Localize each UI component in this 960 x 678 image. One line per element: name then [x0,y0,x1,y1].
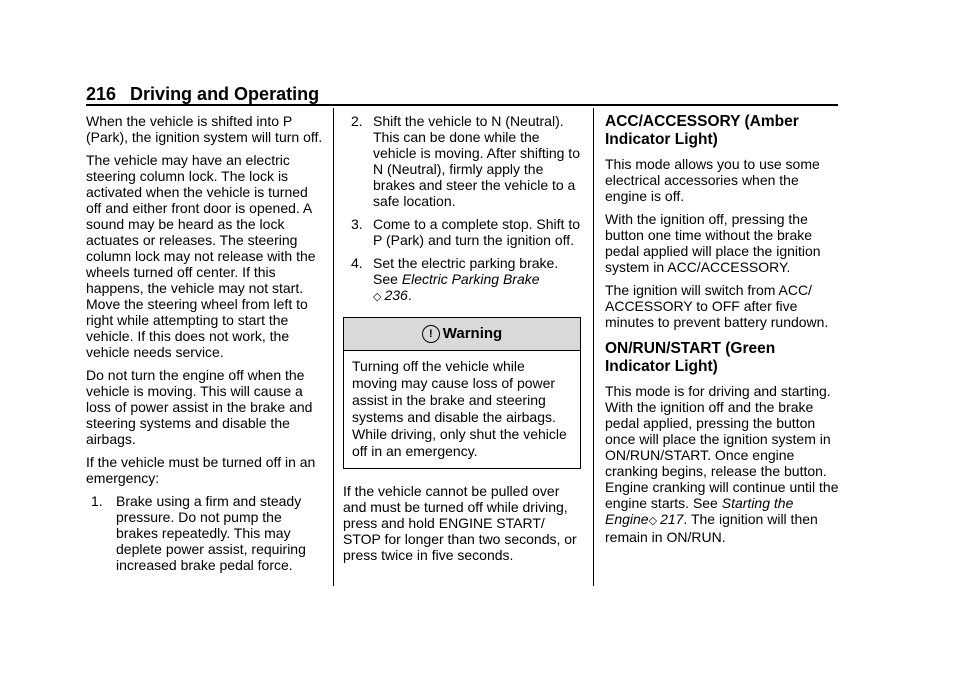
heading-acc-accessory: ACC/ACCESSORY (Amber Indicator Light) [605,113,799,148]
cross-reference-link[interactable]: Starting the Engine [605,495,794,527]
paragraph-acc-mode: This mode allows you to use some electrical accessories when the engine is off. [605,156,820,204]
section-title: Driving and Operating [130,84,320,104]
column-3 [605,113,841,552]
step-text: Shift the vehicle to N (Neutral). This can be done while the vehicle is moving. After shifting to N (Neutral), firmly apply the brakes and steer the vehicle to a safe location. [373,113,580,209]
page-number: 216 [86,84,117,104]
step-number: 3. [351,216,363,232]
step-number: 1. [91,493,103,509]
emergency-steps [86,493,324,573]
list-item [343,113,581,209]
warning-box [343,317,581,469]
paragraph-cannot-pull-over: If the vehicle cannot be pulled over and must be turned off while driving, press and hold ENGINE START/ STOP for longer than two seconds, or press twice in five seconds. [343,483,577,563]
page-ref-arrow-icon: ◇ [648,515,658,527]
list-item [343,216,581,248]
paragraph-steering-lock: The vehicle may have an electric steering column lock. The lock is activated when the vehicle is turned off and either front door is opened. A sound may be heard as the lock actuates or releases. The steering column lock may not release with the wheels turned off center. If this happens, the vehicle may not start. Move the steering wheel from left to right while attempting to start the vehicle. If this does not work, the vehicle needs service. [86,152,316,360]
column-2 [343,113,581,570]
paragraph-text-end: . The ignition will then remain in ON/RUN. [605,511,818,545]
page-ref-arrow-icon: ◇ [373,291,382,303]
paragraph-acc-timeout: The ignition will switch from ACC/ ACCESSORY to OFF after five minutes to prevent battery rundown. [605,282,829,330]
paragraph-emergency: If the vehicle must be turned off in an emergency: [86,454,316,486]
warning-title: Warning [442,325,503,342]
paragraph-on-run-start [605,383,841,545]
paragraph-text: This mode is for driving and starting. With the ignition off and the brake pedal applied, pressing the button once will place the ignition system in ON/RUN/START. Once engine cranking begins, release the button. Engine cranking will continue until the engine starts. See [605,383,839,511]
warning-text: Turning off the vehicle while moving may cause loss of power assist in the brake and steering systems and disable the airbags. While driving, only shut the vehicle off in an emergency. [352,358,567,459]
step-text: Come to a complete stop. Shift to P (Park) and turn the ignition off. [373,216,580,248]
warning-icon: ! [422,325,440,343]
step-number: 4. [351,255,363,271]
column-divider-left [333,108,334,586]
paragraph-park: When the vehicle is shifted into P (Park), the ignition system will turn off. [86,113,323,145]
column-divider-right [593,108,594,586]
heading-on-run-start: ON/RUN/START (Green Indicator Light) [605,340,776,375]
step-text: Set the electric parking brake. See [373,255,559,287]
page-reference[interactable]: 217 [660,511,684,527]
warning-header [344,318,580,351]
paragraph-moving: Do not turn the engine off when the vehicle is moving. This will cause a loss of power assist in the brake and steering systems and disable the airbags. [86,367,313,447]
header-rule [86,104,838,106]
step-number: 2. [351,113,363,129]
list-item [86,493,324,573]
column-1 [86,113,324,580]
emergency-steps-continued [343,113,581,305]
paragraph-acc-activation: With the ignition off, pressing the button one time without the brake pedal applied will place the ignition system in ACC/ACCESSORY. [605,211,821,275]
page-reference[interactable]: 236 [384,287,408,303]
page-header [86,84,319,105]
cross-reference-link[interactable]: Electric Parking Brake [401,271,540,287]
step-text: Brake using a firm and steady pressure. Do not pump the brakes repeatedly. This may deplete power assist, requiring increased brake pedal force. [116,493,306,573]
list-item: 4. Set the electric parking brake. See Electric Parking Brake ◇ 236. [351,255,559,303]
